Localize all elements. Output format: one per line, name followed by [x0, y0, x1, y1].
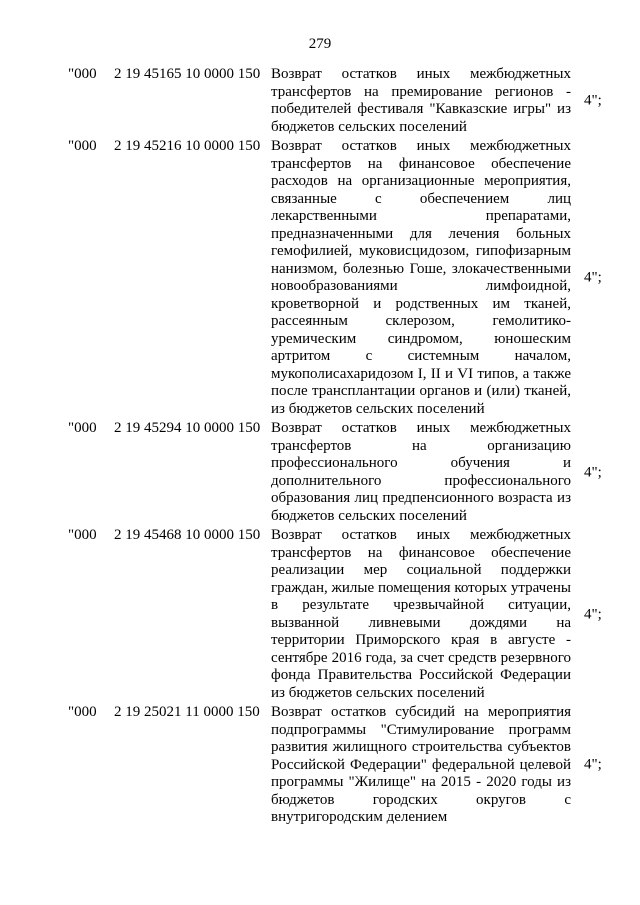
entry-description: Возврат остатков субсидий на мероприятия подпрограммы "Стимулирование программ развития жилищного строительства субъектов Российской Федерации" федеральной целевой программы "Жилище" на 2015 - 2020 годы из бюджетов городских округов с внутригородским делением	[271, 704, 571, 825]
entry-suffix: 4";	[584, 269, 602, 286]
entry-description: Возврат остатков иных межбюджетных трансфертов на финансовое обеспечение реализации мер социальной поддержки граждан, жилые помещения которых утрачены в результате чрезвычайной ситуации, вызванной ливневыми дождями на территории Приморского края в августе - сентябре 2016 года, за счет средств резервного фонда Правительства Российской Федерации из бюджетов сельских поселений	[271, 527, 571, 701]
budget-code: 2 19 45294 10 0000 150	[114, 420, 261, 436]
entry	[68, 420, 618, 525]
entry-prefix: "000	[68, 138, 97, 154]
entry-suffix: 4";	[584, 606, 602, 622]
entry	[68, 66, 618, 136]
entries-list	[68, 66, 618, 829]
page-number: 279	[308, 36, 332, 52]
entry-suffix: 4";	[584, 92, 602, 109]
entry-prefix: "000	[68, 66, 97, 82]
entry-description: Возврат остатков иных межбюджетных трансфертов на премирование регионов - победителей фестиваля "Кавказские игры" из бюджетов сельских поселений	[271, 66, 571, 135]
entry-suffix: 4";	[584, 756, 602, 773]
entry-description: Возврат остатков иных межбюджетных трансфертов на организацию профессионального обучения и дополнительного профессионального образования лиц предпенсионного возраста из бюджетов сельских поселений	[271, 420, 571, 524]
entry	[68, 704, 618, 827]
budget-code: 2 19 25021 11 0000 150	[114, 704, 260, 720]
entry-description: Возврат остатков иных межбюджетных трансфертов на финансовое обеспечение расходов на организационные мероприятия, связанные с обеспечением лиц лекарственными препаратами, предназначенными для лечения больных гемофилией, муковисцидозом, гипофизарным нанизмом, болезнью Гоше, злокачественными новообразованиями лимфоидной, кроветворной и родственных им тканей, рассеянным склерозом, гемолитико-уремическим синдромом, юношеским артритом с системным началом, мукополисахаридозом I, II и VI типов, а также после трансплантации органов и (или) тканей, из бюджетов сельских поселений	[271, 138, 571, 417]
budget-code: 2 19 45165 10 0000 150	[114, 66, 261, 82]
entry-suffix: 4";	[584, 464, 602, 480]
entry	[68, 527, 618, 702]
entry-prefix: "000	[68, 704, 97, 720]
entry	[68, 138, 618, 418]
entry-prefix: "000	[68, 420, 97, 436]
budget-code: 2 19 45468 10 0000 150	[114, 527, 261, 543]
entry-prefix: "000	[68, 527, 97, 543]
budget-code: 2 19 45216 10 0000 150	[114, 138, 261, 154]
